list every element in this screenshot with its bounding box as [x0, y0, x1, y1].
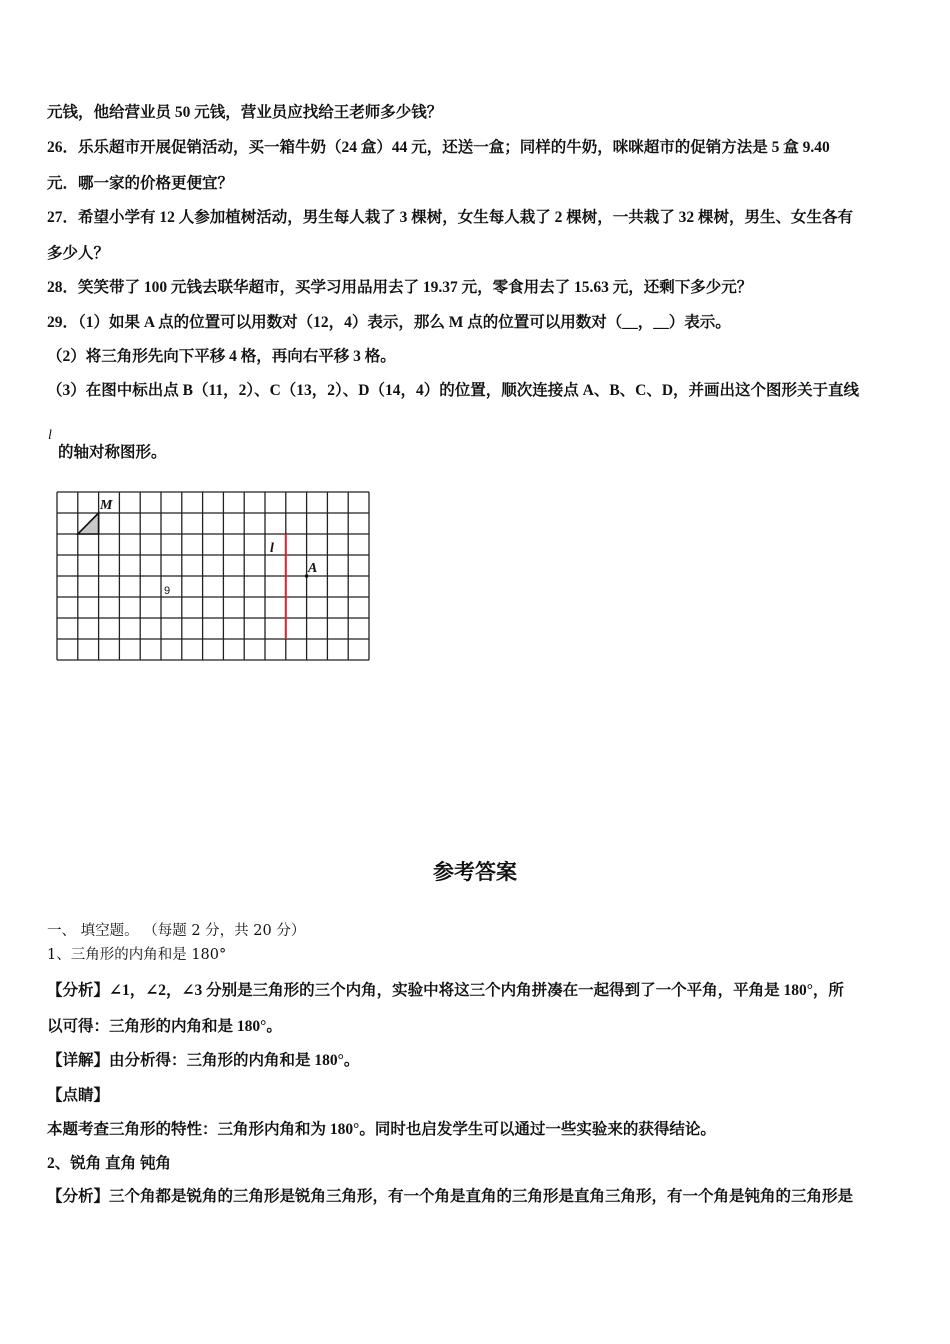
question-29-part3-line2: 的轴对称图形。 [58, 444, 167, 461]
coordinate-grid-figure [56, 491, 368, 659]
label-m: M [100, 498, 113, 513]
question-29-part2: （2）将三角形先向下平移 4 格，再向右平移 3 格。 [47, 348, 396, 365]
answer-2-title: 2、锐角 直角 钝角 [47, 1155, 172, 1172]
answer-section-title: 参考答案 [433, 860, 517, 884]
question-25-tail: 元钱，他给营业员 50 元钱，营业员应找给王老师多少钱？ [47, 104, 443, 121]
answer-1-point-label: 【点睛】 [47, 1087, 110, 1104]
question-26-line2: 元．哪一家的价格更便宜？ [47, 175, 234, 192]
answer-1-point-text: 本题考查三角形的特性：三角形内角和为 180°。同时也启发学生可以通过一些实验来的获得结论。 [47, 1121, 716, 1138]
grid-svg [56, 491, 370, 661]
answer-1-analysis-line1: 【分析】∠1，∠2，∠3 分别是三角形的三个内角，实验中将这三个内角拼凑在一起得到了一个平角，平角是 180°，所 [47, 982, 844, 999]
answer-2-analysis-line1: 【分析】三个角都是锐角的三角形是锐角三角形，有一个角是直角的三角形是直角三角形，有一个角是钝角的三角形是 [47, 1188, 854, 1205]
section-header: 一、 填空题。 （每题 2 分，共 20 分） [47, 923, 306, 939]
grid-lines [57, 492, 369, 660]
question-29-part1: 29．（1）如果 A 点的位置可以用数对（12，4）表示，那么 M 点的位置可以用数对（__，__）表示。 [47, 314, 731, 331]
label-mark: 9 [164, 585, 171, 597]
question-27-line1: 27．希望小学有 12 人参加植树活动，男生每人栽了 3 棵树，女生每人栽了 2 棵树，一共栽了 32 棵树，男生、女生各有 [47, 209, 854, 226]
line-l-symbol: l [48, 428, 52, 443]
answer-1-title: 1、三角形的内角和是 180° [47, 947, 227, 963]
answer-1-detail: 【详解】由分析得：三角形的内角和是 180°。 [47, 1052, 360, 1069]
question-29-part3-line1: （3）在图中标出点 B（11，2）、C（13，2）、D（14，4）的位置，顺次连接点 A、B、C、D，并画出这个图形关于直线 [47, 382, 860, 399]
answer-1-analysis-line2: 以可得：三角形的内角和是 180°。 [47, 1018, 282, 1035]
triangle-shape [78, 513, 99, 534]
label-a: A [308, 561, 318, 576]
question-26-line1: 26．乐乐超市开展促销活动，买一箱牛奶（24 盒）44 元，还送一盒；同样的牛奶，咪咪超市的促销方法是 5 盒 9.40 [47, 139, 830, 156]
question-27-line2: 多少人？ [47, 245, 110, 262]
label-l: l [270, 541, 274, 556]
question-28: 28．笑笑带了 100 元钱去联华超市，买学习用品用去了 19.37 元，零食用去了 15.63 元，还剩下多少元？ [47, 279, 753, 296]
